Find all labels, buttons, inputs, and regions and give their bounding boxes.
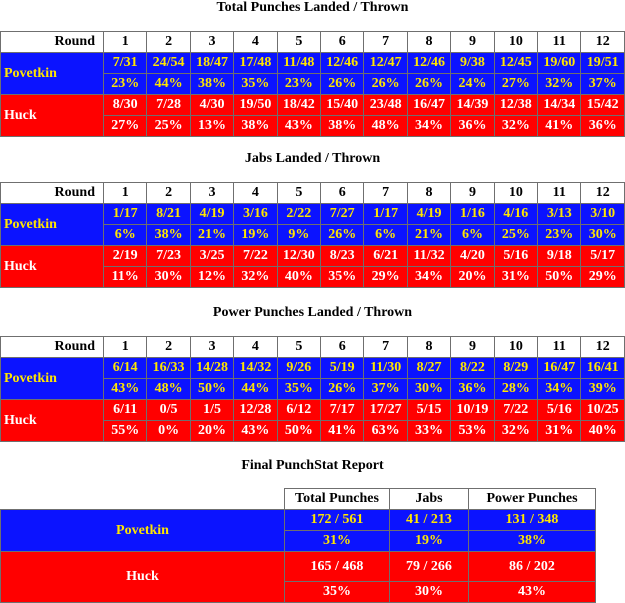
final-cell: 172 / 561 [285, 510, 390, 531]
landed-thrown-cell: 4/19 [407, 204, 450, 225]
final-cell: 30% [390, 582, 469, 603]
percent-cell: 34% [407, 116, 450, 137]
landed-thrown-cell: 4/30 [190, 95, 233, 116]
percent-cell: 23% [104, 74, 147, 95]
percent-cell: 34% [407, 267, 450, 288]
percent-cell: 48% [147, 379, 190, 400]
landed-thrown-cell: 12/30 [277, 246, 320, 267]
percent-cell: 35% [277, 379, 320, 400]
round-number: 7 [364, 337, 407, 358]
landed-thrown-cell: 18/42 [277, 95, 320, 116]
landed-thrown-cell: 18/47 [190, 53, 233, 74]
landed-thrown-cell: 1/16 [451, 204, 494, 225]
percent-cell: 41% [538, 116, 581, 137]
landed-thrown-cell: 5/15 [407, 400, 450, 421]
landed-thrown-cell: 19/60 [538, 53, 581, 74]
round-number: 10 [494, 32, 537, 53]
percent-cell: 25% [494, 225, 537, 246]
percent-cell: 6% [104, 225, 147, 246]
landed-thrown-cell: 9/18 [538, 246, 581, 267]
percent-cell: 36% [451, 116, 494, 137]
landed-thrown-cell: 12/45 [494, 53, 537, 74]
landed-thrown-cell: 5/16 [538, 400, 581, 421]
final-cell: 131 / 348 [469, 510, 596, 531]
percent-cell: 26% [321, 74, 364, 95]
landed-thrown-cell: 7/17 [321, 400, 364, 421]
round-number: 12 [581, 32, 625, 53]
landed-thrown-cell: 12/46 [407, 53, 450, 74]
round-number: 11 [538, 32, 581, 53]
percent-cell: 38% [190, 74, 233, 95]
boxer-name-huck: Huck [1, 400, 104, 442]
percent-cell: 36% [451, 379, 494, 400]
percent-cell: 44% [234, 379, 277, 400]
landed-thrown-cell: 7/31 [104, 53, 147, 74]
landed-thrown-cell: 14/28 [190, 358, 233, 379]
final-cell: 86 / 202 [469, 552, 596, 582]
landed-thrown-cell: 8/23 [321, 246, 364, 267]
percent-cell: 26% [364, 74, 407, 95]
povetkin-landed-thrown-row [1, 53, 625, 74]
round-number: 12 [581, 183, 625, 204]
percent-cell: 12% [190, 267, 233, 288]
povetkin-landed-thrown-row [1, 204, 625, 225]
percent-cell: 32% [234, 267, 277, 288]
round-number: 8 [407, 337, 450, 358]
percent-cell: 29% [364, 267, 407, 288]
landed-thrown-cell: 1/17 [104, 204, 147, 225]
landed-thrown-cell: 23/48 [364, 95, 407, 116]
round-number: 9 [451, 32, 494, 53]
landed-thrown-cell: 11/48 [277, 53, 320, 74]
percent-cell: 38% [321, 116, 364, 137]
percent-cell: 50% [277, 421, 320, 442]
final-cell: 19% [390, 531, 469, 552]
landed-thrown-cell: 5/19 [321, 358, 364, 379]
landed-thrown-cell: 10/19 [451, 400, 494, 421]
landed-thrown-cell: 6/11 [104, 400, 147, 421]
round-number: 2 [147, 337, 190, 358]
landed-thrown-cell: 4/20 [451, 246, 494, 267]
round-number: 2 [147, 32, 190, 53]
landed-thrown-cell: 14/34 [538, 95, 581, 116]
landed-thrown-cell: 1/17 [364, 204, 407, 225]
landed-thrown-cell: 2/19 [104, 246, 147, 267]
percent-cell: 20% [190, 421, 233, 442]
percent-cell: 26% [321, 379, 364, 400]
percent-cell: 32% [538, 74, 581, 95]
percent-cell: 32% [494, 421, 537, 442]
round-number: 7 [364, 32, 407, 53]
round-number: 9 [451, 183, 494, 204]
landed-thrown-cell: 11/32 [407, 246, 450, 267]
landed-thrown-cell: 8/22 [451, 358, 494, 379]
round-header-row [1, 337, 625, 358]
round-number: 4 [234, 337, 277, 358]
round-number: 6 [321, 32, 364, 53]
boxer-name-povetkin: Povetkin [1, 204, 104, 246]
round-number: 3 [190, 183, 233, 204]
round-number: 5 [277, 183, 320, 204]
percent-cell: 26% [321, 225, 364, 246]
landed-thrown-cell: 5/16 [494, 246, 537, 267]
final-report-table [0, 488, 596, 603]
landed-thrown-cell: 16/41 [581, 358, 625, 379]
boxer-name-povetkin: Povetkin [1, 358, 104, 400]
round-number: 10 [494, 337, 537, 358]
percent-cell: 36% [581, 116, 625, 137]
section-title-jabs: Jabs Landed / Thrown [244, 151, 381, 166]
percent-cell: 13% [190, 116, 233, 137]
power-punches-table [0, 336, 625, 442]
round-number: 5 [277, 337, 320, 358]
landed-thrown-cell: 7/28 [147, 95, 190, 116]
percent-cell: 21% [190, 225, 233, 246]
percent-cell: 0% [147, 421, 190, 442]
landed-thrown-cell: 12/28 [234, 400, 277, 421]
landed-thrown-cell: 7/23 [147, 246, 190, 267]
percent-cell: 23% [538, 225, 581, 246]
landed-thrown-cell: 6/21 [364, 246, 407, 267]
landed-thrown-cell: 12/38 [494, 95, 537, 116]
final-cell: 31% [285, 531, 390, 552]
percent-cell: 6% [451, 225, 494, 246]
percent-cell: 50% [538, 267, 581, 288]
round-number: 8 [407, 32, 450, 53]
landed-thrown-cell: 15/40 [321, 95, 364, 116]
landed-thrown-cell: 8/30 [104, 95, 147, 116]
landed-thrown-cell: 14/32 [234, 358, 277, 379]
landed-thrown-cell: 15/42 [581, 95, 625, 116]
round-number: 5 [277, 32, 320, 53]
percent-cell: 34% [538, 379, 581, 400]
landed-thrown-cell: 7/22 [234, 246, 277, 267]
landed-thrown-cell: 3/10 [581, 204, 625, 225]
percent-cell: 44% [147, 74, 190, 95]
landed-thrown-cell: 6/14 [104, 358, 147, 379]
landed-thrown-cell: 19/51 [581, 53, 625, 74]
landed-thrown-cell: 9/38 [451, 53, 494, 74]
percent-cell: 40% [581, 421, 625, 442]
landed-thrown-cell: 7/27 [321, 204, 364, 225]
landed-thrown-cell: 16/47 [538, 358, 581, 379]
percent-cell: 20% [451, 267, 494, 288]
landed-thrown-cell: 3/13 [538, 204, 581, 225]
final-povetkin-row [1, 510, 596, 531]
landed-thrown-cell: 0/5 [147, 400, 190, 421]
landed-thrown-cell: 2/22 [277, 204, 320, 225]
round-number: 10 [494, 183, 537, 204]
round-number: 3 [190, 337, 233, 358]
percent-cell: 25% [147, 116, 190, 137]
round-number: 7 [364, 183, 407, 204]
landed-thrown-cell: 4/19 [190, 204, 233, 225]
huck-landed-thrown-row [1, 246, 625, 267]
landed-thrown-cell: 1/5 [190, 400, 233, 421]
round-label: Round [1, 183, 104, 204]
final-huck-row [1, 552, 596, 582]
round-number: 1 [104, 32, 147, 53]
percent-cell: 28% [494, 379, 537, 400]
landed-thrown-cell: 16/33 [147, 358, 190, 379]
round-number: 1 [104, 183, 147, 204]
percent-cell: 48% [364, 116, 407, 137]
round-number: 8 [407, 183, 450, 204]
landed-thrown-cell: 17/27 [364, 400, 407, 421]
percent-cell: 21% [407, 225, 450, 246]
percent-cell: 30% [407, 379, 450, 400]
percent-cell: 37% [364, 379, 407, 400]
round-number: 11 [538, 183, 581, 204]
percent-cell: 55% [104, 421, 147, 442]
round-number: 4 [234, 32, 277, 53]
round-number: 3 [190, 32, 233, 53]
percent-cell: 43% [104, 379, 147, 400]
percent-cell: 27% [104, 116, 147, 137]
percent-cell: 35% [234, 74, 277, 95]
percent-cell: 31% [494, 267, 537, 288]
landed-thrown-cell: 8/27 [407, 358, 450, 379]
final-boxer-name-povetkin: Povetkin [1, 510, 285, 552]
round-number: 4 [234, 183, 277, 204]
landed-thrown-cell: 8/21 [147, 204, 190, 225]
landed-thrown-cell: 3/16 [234, 204, 277, 225]
percent-cell: 53% [451, 421, 494, 442]
percent-cell: 32% [494, 116, 537, 137]
landed-thrown-cell: 8/29 [494, 358, 537, 379]
round-header-row [1, 32, 625, 53]
round-number: 9 [451, 337, 494, 358]
final-cell: 41 / 213 [390, 510, 469, 531]
final-header-power: Power Punches [469, 489, 596, 510]
percent-cell: 43% [234, 421, 277, 442]
percent-cell: 43% [277, 116, 320, 137]
final-header-blank [1, 489, 285, 510]
percent-cell: 29% [581, 267, 625, 288]
landed-thrown-cell: 4/16 [494, 204, 537, 225]
boxer-name-huck: Huck [1, 246, 104, 288]
boxer-name-huck: Huck [1, 95, 104, 137]
jabs-table [0, 182, 625, 288]
percent-cell: 31% [538, 421, 581, 442]
landed-thrown-cell: 16/47 [407, 95, 450, 116]
percent-cell: 27% [494, 74, 537, 95]
percent-cell: 26% [407, 74, 450, 95]
final-header-jabs: Jabs [390, 489, 469, 510]
landed-thrown-cell: 3/25 [190, 246, 233, 267]
landed-thrown-cell: 19/50 [234, 95, 277, 116]
round-header-row [1, 183, 625, 204]
final-cell: 38% [469, 531, 596, 552]
section-title-power: Power Punches Landed / Thrown [212, 305, 413, 320]
final-report-title: Final PunchStat Report [241, 458, 384, 473]
round-number: 1 [104, 337, 147, 358]
percent-cell: 38% [147, 225, 190, 246]
percent-cell: 9% [277, 225, 320, 246]
percent-cell: 23% [277, 74, 320, 95]
percent-cell: 37% [581, 74, 625, 95]
final-boxer-name-huck: Huck [1, 552, 285, 603]
landed-thrown-cell: 6/12 [277, 400, 320, 421]
final-header-row [1, 489, 596, 510]
round-label: Round [1, 32, 104, 53]
final-header-total: Total Punches [285, 489, 390, 510]
percent-cell: 11% [104, 267, 147, 288]
percent-cell: 63% [364, 421, 407, 442]
round-label: Round [1, 337, 104, 358]
landed-thrown-cell: 12/46 [321, 53, 364, 74]
percent-cell: 24% [451, 74, 494, 95]
total-punches-table [0, 31, 625, 137]
percent-cell: 30% [581, 225, 625, 246]
landed-thrown-cell: 11/30 [364, 358, 407, 379]
percent-cell: 40% [277, 267, 320, 288]
round-number: 6 [321, 183, 364, 204]
percent-cell: 35% [321, 267, 364, 288]
percent-cell: 39% [581, 379, 625, 400]
final-cell: 79 / 266 [390, 552, 469, 582]
landed-thrown-cell: 12/47 [364, 53, 407, 74]
landed-thrown-cell: 7/22 [494, 400, 537, 421]
landed-thrown-cell: 5/17 [581, 246, 625, 267]
final-cell: 165 / 468 [285, 552, 390, 582]
percent-cell: 19% [234, 225, 277, 246]
landed-thrown-cell: 17/48 [234, 53, 277, 74]
huck-landed-thrown-row [1, 95, 625, 116]
percent-cell: 38% [234, 116, 277, 137]
percent-cell: 6% [364, 225, 407, 246]
final-cell: 35% [285, 582, 390, 603]
percent-cell: 50% [190, 379, 233, 400]
landed-thrown-cell: 14/39 [451, 95, 494, 116]
percent-cell: 41% [321, 421, 364, 442]
boxer-name-povetkin: Povetkin [1, 53, 104, 95]
povetkin-landed-thrown-row [1, 358, 625, 379]
round-number: 11 [538, 337, 581, 358]
percent-cell: 33% [407, 421, 450, 442]
landed-thrown-cell: 9/26 [277, 358, 320, 379]
percent-cell: 30% [147, 267, 190, 288]
round-number: 2 [147, 183, 190, 204]
section-title-total: Total Punches Landed / Thrown [216, 0, 409, 15]
landed-thrown-cell: 10/25 [581, 400, 625, 421]
huck-landed-thrown-row [1, 400, 625, 421]
round-number: 12 [581, 337, 625, 358]
round-number: 6 [321, 337, 364, 358]
final-cell: 43% [469, 582, 596, 603]
landed-thrown-cell: 24/54 [147, 53, 190, 74]
